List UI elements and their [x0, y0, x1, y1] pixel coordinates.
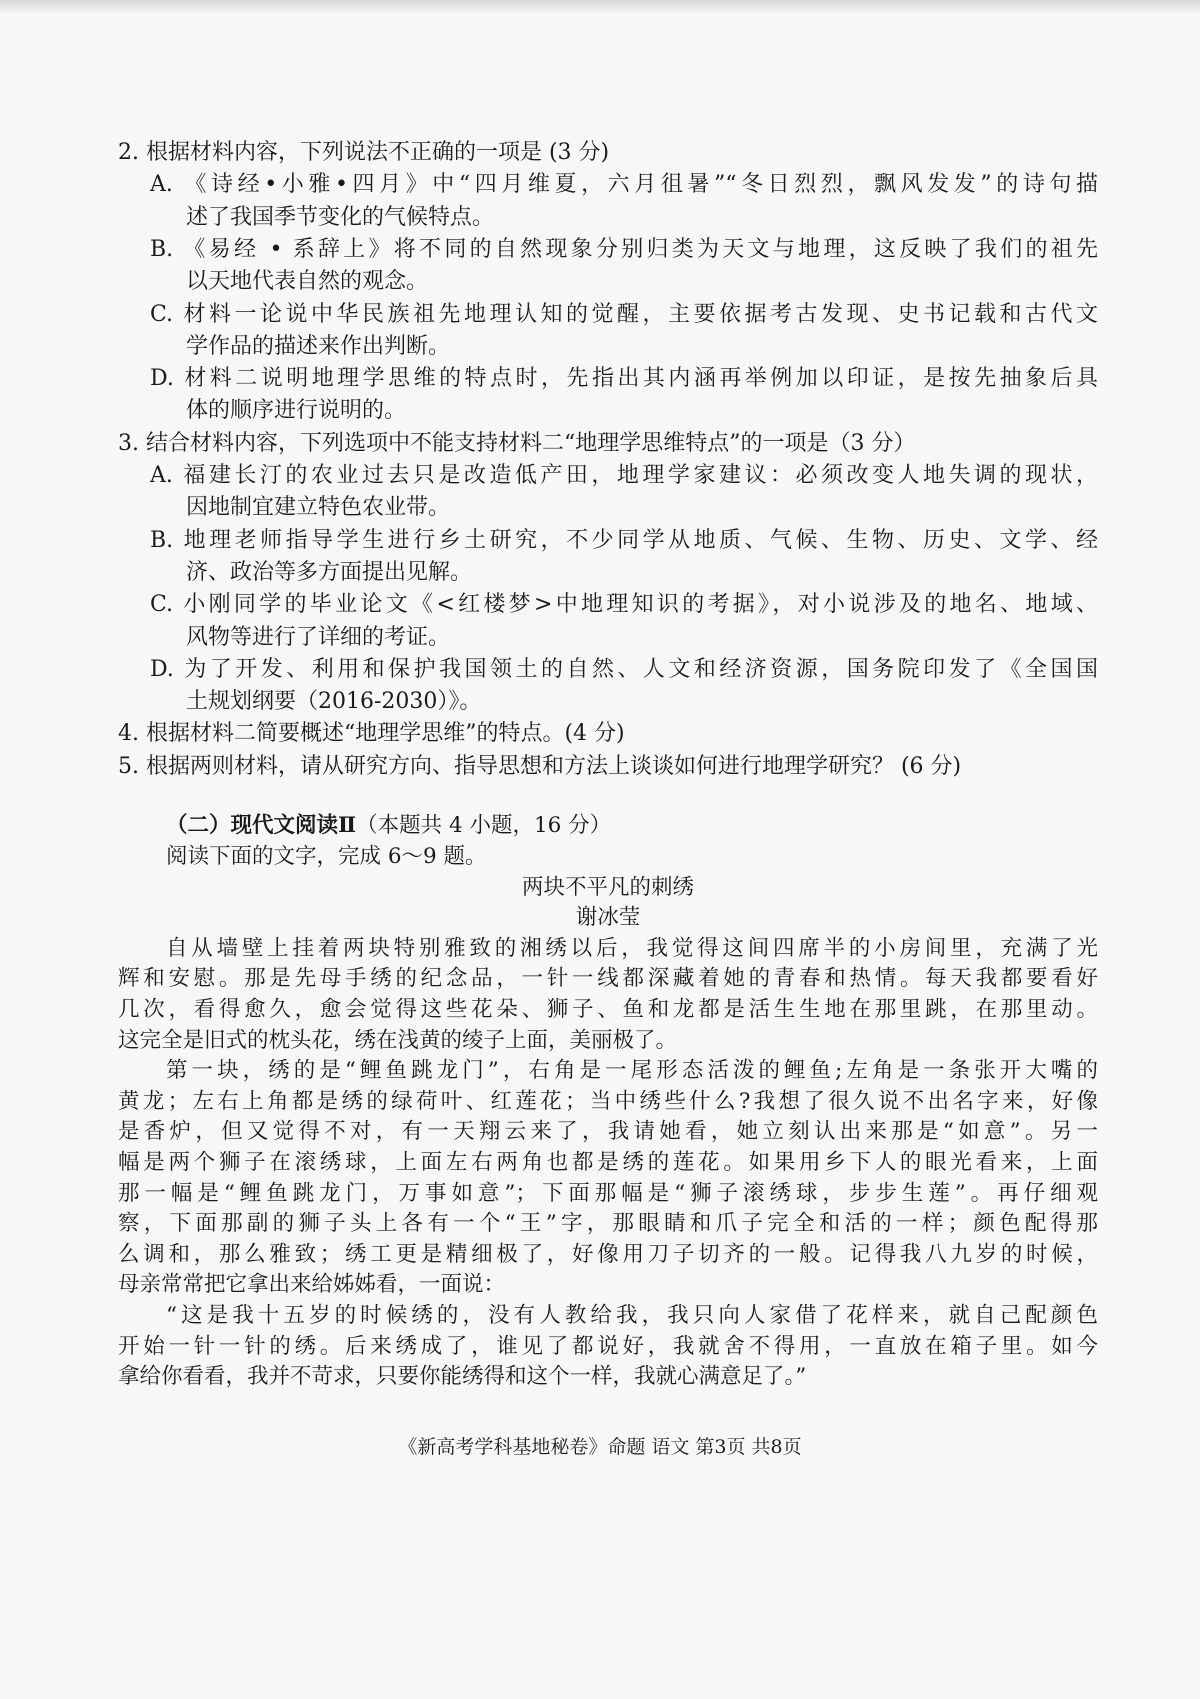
question-stem: 3. 结合材料内容，下列选项中不能支持材料二“地理学思维特点”的一项是（3 分） [118, 430, 916, 456]
question-stem: 4. 根据材料二简要概述“地理学思维”的特点。(4 分) [118, 721, 625, 747]
scan-edge [0, 0, 1200, 14]
paragraph-line: 拿给你看看，我并不苛求，只要你能绣得和这个一样，我就心满意足了。” [118, 1364, 807, 1390]
paragraph-line: 几次，看得愈久，愈会觉得这些花朵、狮子、鱼和龙都是活生生地在那里跳，在那里动。 [118, 996, 1098, 1022]
paragraph-line: 这完全是旧式的枕头花，绣在浅黄的绫子上面，美丽极了。 [118, 1027, 678, 1053]
reading-section [118, 810, 1098, 1393]
paragraph-line: 辉和安慰。那是先母手绣的纪念品，一针一线都深藏着她的青春和热情。每天我都要看好 [118, 966, 1098, 992]
answer-option-line: 风物等进行了详细的考证。 [186, 624, 451, 650]
paragraph-line: 是香炉，但又觉得不对，有一天翔云来了，我请她看，她立刻认出来那是“如意”。另一 [118, 1119, 1098, 1145]
answer-option-line: 以天地代表自然的观念。 [186, 269, 429, 295]
article-body [118, 934, 1098, 1393]
answer-option-line: 述了我国季节变化的气候特点。 [186, 204, 495, 230]
paragraph-line: 自从墙壁上挂着两块特别雅致的湘绣以后，我觉得这间四席半的小房间里，充满了光 [166, 935, 1098, 961]
answer-option-line: 因地制宜建立特色农业带。 [186, 495, 451, 521]
article-author: 谢冰莹 [575, 905, 641, 931]
answer-option-line: D. 材料二说明地理学思维的特点时，先指出其内涵再举例加以印证，是按先抽象后具 [150, 366, 1098, 392]
paragraph-line: “这是我十五岁的时候绣的，没有人教给我，我只向人家借了花样来，就自己配颜色 [166, 1302, 1098, 1328]
paragraph-line: 那一幅是“鲤鱼跳龙门，万事如意”；下面那幅是“狮子滚绣球，步步生莲”。再仔细观 [118, 1180, 1098, 1206]
answer-option-line: 土规划纲要（2016-2030）》。 [186, 689, 482, 715]
section-heading-note: （本题共 4 小题，16 分） [356, 813, 612, 838]
answer-option-line: A. 《诗经•小雅•四月》中“四月维夏，六月徂暑”“冬日烈烈，飘风发发”的诗句描 [150, 172, 1098, 198]
page-footer: 《新高考学科基地秘卷》命题 语文 第3页 共8页 [398, 1436, 802, 1458]
answer-option-line: 济、政治等多方面提出见解。 [186, 559, 473, 585]
answer-option-line: C. 小刚同学的毕业论文《<红楼梦>中地理知识的考据》，对小说涉及的地名、地域、 [150, 592, 1098, 618]
paragraph-line: 母亲常常把它拿出来给姊姊看，一面说： [118, 1272, 506, 1298]
article-title: 两块不平凡的刺绣 [521, 874, 694, 900]
answer-option-line: B. 《易经 • 系辞上》将不同的自然现象分别归类为天文与地理，这反映了我们的祖先 [150, 236, 1098, 262]
answer-option-line: D. 为了开发、利用和保护我国领土的自然、人文和经济资源，国务院印发了《全国国 [150, 656, 1098, 682]
answer-option-line: 学作品的描述来作出判断。 [186, 333, 451, 359]
answer-option-line: A. 福建长汀的农业过去只是改造低产田，地理学家建议：必须改变人地失调的现状， [150, 463, 1098, 488]
answer-option-line: B. 地理老师指导学生进行乡土研究，不少同学从地质、气候、生物、历史、文学、经 [150, 527, 1098, 553]
answer-option-line: 体的顺序进行说明的。 [186, 398, 407, 424]
paragraph-line: 察，下面那副的狮子头上各有一个“王”字，那眼睛和爪子完全和活的一样；颜色配得那 [118, 1211, 1098, 1237]
paragraph-line: 黄龙；左右上角都是绣的绿荷叶、红莲花；当中绣些什么?我想了很久说不出名字来，好像 [118, 1088, 1098, 1114]
answer-option-line: C. 材料一论说中华民族祖先地理认知的觉醒，主要依据考古发现、史书记载和古代文 [150, 301, 1098, 327]
paragraph-line: 开始一针一针的绣。后来绣成了，谁见了都说好，我就舍不得用，一直放在箱子里。如今 [118, 1333, 1098, 1359]
paragraph-line: 第一块，绣的是“鲤鱼跳龙门”，右角是一尾形态活泼的鲤鱼;左角是一条张开大嘴的 [166, 1058, 1098, 1084]
paragraph-line: 么调和，那么雅致；绣工更是精细极了，好像用刀子切齐的一般。记得我八九岁的时候， [118, 1241, 1098, 1267]
paragraph-line: 幅是两个狮子在滚绣球，上面左右两角也都是绣的莲花。如果用乡下人的眼光看来，上面 [118, 1149, 1098, 1175]
section-instruction: 阅读下面的文字，完成 6～9 题。 [166, 844, 487, 869]
section-heading-bold: （二）现代文阅读Ⅱ [166, 813, 357, 838]
question-stem: 2. 根据材料内容，下列说法不正确的一项是 (3 分) [118, 140, 610, 165]
question-stem: 5. 根据两则材料，请从研究方向、指导思想和方法上谈谈如何进行地理学研究？ (6 分) [118, 753, 962, 779]
section-heading [118, 810, 1098, 842]
